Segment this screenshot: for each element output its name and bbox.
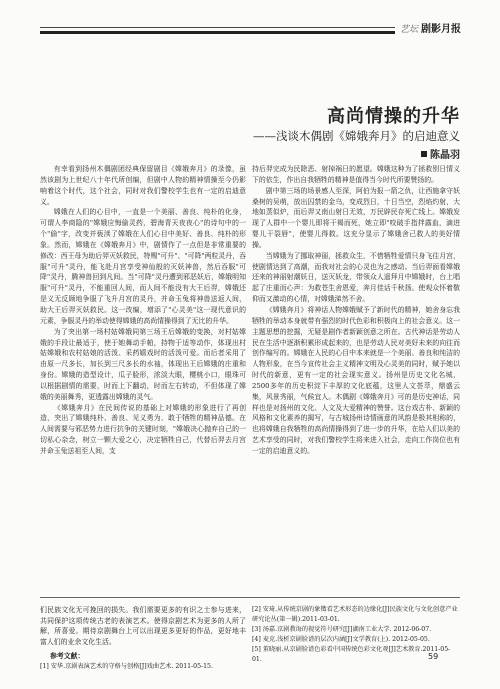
header-thick-rule [40,31,395,34]
section-divider [40,597,460,598]
article-title: 高尚情操的升华 [327,106,460,127]
author-name: 陈晶羽 [430,150,460,161]
reference-item: [4] 麦克.浅析京剧脸谱的层次内涵[J]文学教育(上). 2012-05-05. [252,636,430,643]
paragraph: 为了突出第一场村姑嫦娥同第三场王后嫦娥的变换，对村姑嫦娥的手段让最适于，使于她舞动手帕，持物于适等动作，体现出村姑嫦娥和农村姑娘的活泼、采药嬉戏时的活泼可爱。而后者采用了由原一尺多长，加长到三尺多长的水袖，体现出王后嫦娥的庄重和身份。嫦娥的造型设计，瓜子脸形，浓淡大眼，樱桃小口，眼珠可以根据剧情的需要，时而上下翻动，时而左右转动，不但体现了嫦娥的美丽舞秀，更透露出嫦娥的灵气。 [40,327,246,401]
page-header [0,0,500,40]
paragraph: 嫦娥在人们的心目中，一直是一个美丽、善良、纯朴的化身，可谓人李商隐的"嫦娥应悔偷灵药，碧海青天夜夜心"的诗句中的一个"偷"字，改变并亵渎了嫦娥在人们心目中美好、善良、纯朴的形象。然而，嫦娥在《嫦娥奔月》中，剧情作了一点但是非常重要的修改：西王母为助后羿灭妖救民，特赐"可升"、"可降"两粒灵丹，吞服"可升"灵丹，能飞赴月宫享受神仙般的灭妖神兽，然后吞服"可降"灵丹，腾神兽回到凡间。当"可降"灵丹遭到邪恶妖后，嫦娥明知服"可升"灵丹，不能重回人间，而人间不能没有大王后羿，嫦娥还是义无反顾地争服了飞升月宫的灵丹，并命玉兔将神兽送返人间，助大王后羿灭妖救民。这一改编，增添了"心灵美"这一现代意识的元素，争服灵丹的举动使得嫦娥的高尚情操得到了无比的升华。 [40,208,246,325]
reference-item: [3] 汤嘉.京剧教诲的视觉符号研究[J]湖南工业大学. 2012-06-07. [252,626,432,633]
references-list-left [40,662,246,672]
continuation-text [40,605,246,672]
references-heading: 参考文献： [50,652,85,660]
article-author [380,146,460,161]
article-subtitle: ——浅谈木偶剧《嫦娥奔月》的启迪意义 [253,129,460,143]
paragraph: 《嫦娥奔月》在民间传说的基础上对嫦娥的形象进行了再创造，突出了嫦娥纯朴、善良、见义勇为、敢于牺牲的精神品德。在人间需要与邪恶势力进行抗争的关键时刻，"嫦娥决心抛弃自己的一切私心杂念，树立一颗大爱之心，决定牺牲自己，代替后羿去月宫并命玉兔送祖至人间，支 [40,403,246,455]
reference-item: [2] 安琦.从传统京剧的象徵看艺术形态的边缘化[J]民族文化与文化创意产业研究论丛(第一辑).2011-03-01. [252,606,458,623]
body-column-left [40,164,246,457]
paragraph: 有幸看到扬州木偶剧团经典保留剧目《嫦娥奔月》的录像，虽然该剧为上世纪八十年代所创编，但剧中人物的精神情操至今仍影响着这个时代，这个社会，同时对我们警校学生也有一定的启迪意义。 [40,165,246,206]
body-column-right [252,164,460,457]
paragraph: 持后羿完成为民除恶、射掉祸日的愿望。嫦娥这种为了拯救别日情义下的依生，作出自我牺牲的精神是值得当今时代所要赞扬的。 [252,165,460,184]
section-name: 艺坛 [400,25,419,35]
reference-item: [5] 董晓丽.从京剧脸谱色彩看中国传统色彩文化观[J]艺术教育.2011-05-01. [252,646,451,663]
page-number: 59 [428,652,439,661]
paragraph: 剧中第三场的场景感人至深，阿伯为报一箭之仇，让西施拿守妖桑树的吴萌，放出囚禁的金乌，变成烈日，十日当空，烈焰灼射，大地如蒸似炉，而后羿又南山射日无效，万民辟民存死亡线上。嫦娥发现了人群中一个婴儿即将干褐而死，她立即"咬破手指拌露血，滴进婴儿干裂唇"，使婴儿得救。这充分显示了嫦娥舍己救人的美好情操。 [252,186,460,249]
header-label [400,20,461,35]
paragraph: 当嫦娥为了挪取神丽，拯救众生，不惜牺牲爱情只身飞往月宫，使剧情达到了高潮，而我对社会的心灵也为之感动。当后羿面看嫦娥还来的神丽射潮妖日，送灭妖龙，带领众人遥拜月中嫦娥时，台上唱起了庄重而心声：为救苍生舍恩爱，奔月佳话千秋扬。使观众怀着敬仰而又激动的心情，对嫦娥涕然不舍。 [252,251,460,304]
paragraph: 们民族文化无可挽回的损失。我们需要更多的有识之士参与进来，共同保护这项传统古老的表演艺术。使得京剧艺术为更多的人所了解，所喜爱。期待京剧舞台上可以出现更多更好的作品，更好地丰富人们的业余文化生活。 [40,606,246,646]
column-name: 剧影月报 [421,24,462,35]
header-thin-rule [40,27,395,28]
author-bullet-icon [421,151,427,157]
paragraph: 《嫦娥奔月》将神话人物嫦娥赋予了新时代的精神，她舍身忘我牺牲的举动本身就带有强烈的时代色彩和积极向上的社会意义。这一主题思想的挖掘，无疑是剧作者新颖创意之所在。古代神话是劳动人民在生活中逐渐积累形成起来的，也是劳动人民对美好未来的向往而创作编写的。嫦娥在人民的心目中本来就是一个美丽、善良和纯洁的人物形象，在当今宣传社会主义精神文明及心灵美的同时，赋予她以时代的新意，更有一定的社会现实意义。扬州是历史文化名城，2500多年的历史积淀下丰厚的文化底蕴，这里人文荟萃，鼎盛云集，风景秀丽，气候宜人。木偶剧《嫦娥奔月》可的是历史神话，同样也是对扬州的文化、人文及大爱精神的赞誉。这台戏古朴、新颖的风格和文化素养的揭写，与古城扬州诗情画意的风韵是极其相称的，也将嫦娥自我牺牲的高尚情操得到了进一步的升华，在给人们以美的艺术享受的同时，对我们警校学生将来进入社会，走向工作岗位也有一定的启迪意义的。 [252,305,460,455]
reference-item: [1] 安华.京剧表演艺术的守格与创格[J]戏曲艺术. 2011-05-15. [40,662,213,670]
